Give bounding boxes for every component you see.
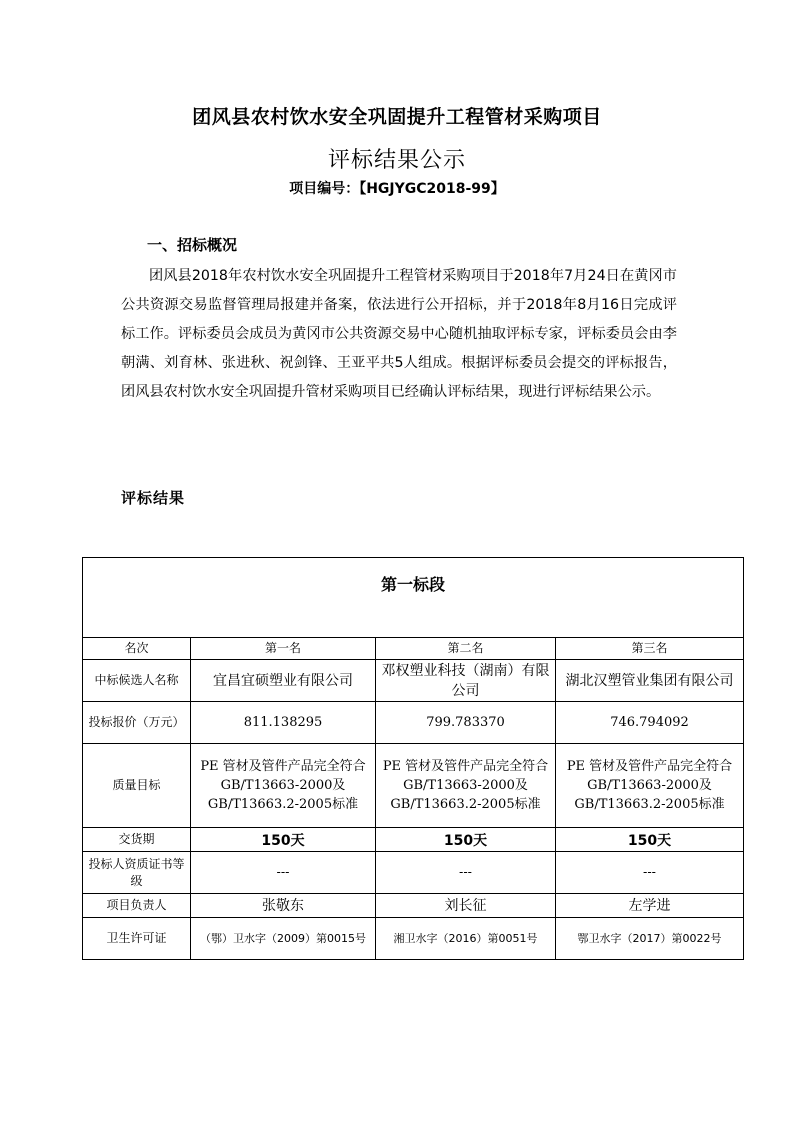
results-table bbox=[82, 557, 744, 960]
quality-2: PE 管材及管件产品完全符合 GB/T13663-2000及 GB/T13663.2-2005标准 bbox=[376, 744, 556, 828]
table-row bbox=[83, 894, 744, 918]
rank-2: 第二名 bbox=[376, 638, 556, 660]
license-1: （鄂）卫水字（2009）第0015号 bbox=[191, 918, 376, 960]
candidate-1: 宜昌宜硕塑业有限公司 bbox=[191, 660, 376, 702]
qualification-label: 投标人资质证书等级 bbox=[83, 852, 191, 894]
candidate-2: 邓权塑业科技（湖南）有限公司 bbox=[376, 660, 556, 702]
delivery-1: 150天 bbox=[191, 828, 376, 852]
rank-label: 名次 bbox=[83, 638, 191, 660]
project-number: 项目编号：【HGJYGC2018-99】 bbox=[289, 181, 505, 197]
quality-3: PE 管材及管件产品完全符合 GB/T13663-2000及 GB/T13663.2-2005标准 bbox=[556, 744, 744, 828]
table-row bbox=[83, 828, 744, 852]
document-subtitle: 评标结果公示 bbox=[327, 148, 466, 173]
license-2: 湘卫水字（2016）第0051号 bbox=[376, 918, 556, 960]
section-heading-results: 评标结果 bbox=[121, 489, 186, 507]
candidate-label: 中标候选人名称 bbox=[83, 660, 191, 702]
delivery-3: 150天 bbox=[556, 828, 744, 852]
manager-label: 项目负责人 bbox=[83, 894, 191, 918]
manager-2: 刘长征 bbox=[376, 894, 556, 918]
qualification-2: --- bbox=[376, 852, 556, 894]
delivery-label: 交货期 bbox=[83, 828, 191, 852]
price-1: 811.138295 bbox=[191, 702, 376, 744]
quality-label: 质量目标 bbox=[83, 744, 191, 828]
quality-1: PE 管材及管件产品完全符合 GB/T13663-2000及 GB/T13663.2-2005标准 bbox=[191, 744, 376, 828]
rank-1: 第一名 bbox=[191, 638, 376, 660]
overview-paragraph: 团风县2018年农村饮水安全巩固提升工程管材采购项目于2018年7月24日在黄冈市公共资源交易监督管理局报建并备案，依法进行公开招标，并于2018年8月16日完成评标工作。评标委员会成员为黄冈市公共资源交易中心随机抽取评标专家，评标委员会由李朝满、刘育林、张进秋、祝剑锋、王亚平共5人组成。根据评标委员会提交的评标报告，团风县农村饮水安全巩固提升管材采购项目已经确认评标结果，现进行评标结果公示。 bbox=[121, 268, 677, 400]
price-3: 746.794092 bbox=[556, 702, 744, 744]
section-heading-overview: 一、招标概况 bbox=[147, 236, 238, 254]
license-3: 鄂卫水字（2017）第0022号 bbox=[556, 918, 744, 960]
qualification-1: --- bbox=[191, 852, 376, 894]
rank-3: 第三名 bbox=[556, 638, 744, 660]
delivery-2: 150天 bbox=[376, 828, 556, 852]
price-2: 799.783370 bbox=[376, 702, 556, 744]
manager-3: 左学进 bbox=[556, 894, 744, 918]
table-row bbox=[83, 660, 744, 702]
license-label: 卫生许可证 bbox=[83, 918, 191, 960]
table-row bbox=[83, 638, 744, 660]
candidate-3: 湖北汉塑管业集团有限公司 bbox=[556, 660, 744, 702]
table-row bbox=[83, 918, 744, 960]
document-title: 团风县农村饮水安全巩固提升工程管材采购项目 bbox=[192, 106, 602, 128]
qualification-3: --- bbox=[556, 852, 744, 894]
table-row bbox=[83, 744, 744, 828]
price-label: 投标报价（万元） bbox=[83, 702, 191, 744]
table-row bbox=[83, 558, 744, 638]
manager-1: 张敬东 bbox=[191, 894, 376, 918]
table-row bbox=[83, 852, 744, 894]
table-row bbox=[83, 702, 744, 744]
lot-header: 第一标段 bbox=[83, 558, 744, 638]
